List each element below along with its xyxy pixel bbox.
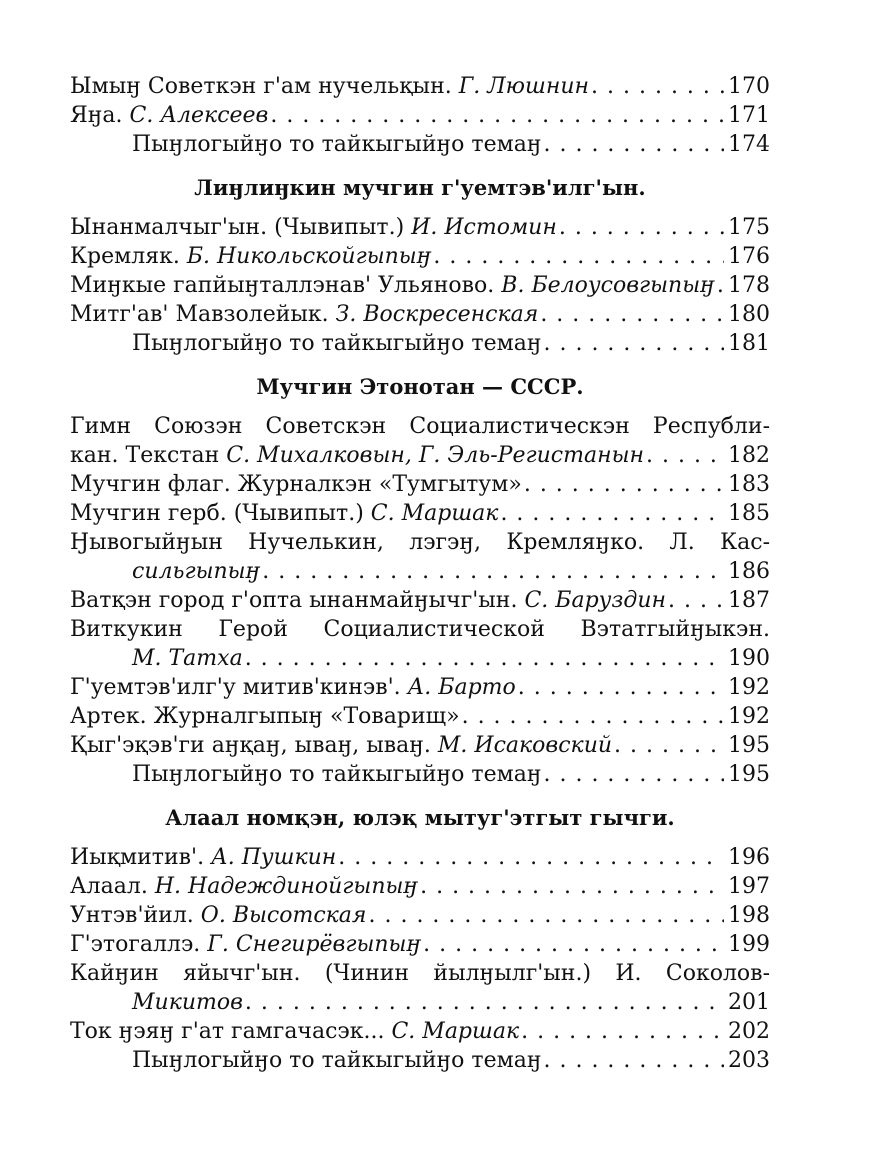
entry-text xyxy=(70,702,460,731)
entry-title: Митг'ав' Мавзолейык. xyxy=(70,302,329,327)
toc-entry xyxy=(70,959,770,1017)
page-number: 178 xyxy=(728,273,770,298)
dot-leader xyxy=(557,213,724,242)
toc-entry xyxy=(70,702,770,731)
entry-title: Қыг'эқэв'ги аӈқаӈ, ываӈ, ываӈ. xyxy=(70,733,431,758)
dot-leader xyxy=(715,271,724,300)
toc-entry xyxy=(70,872,770,901)
toc-section xyxy=(70,358,770,789)
toc-section xyxy=(70,789,770,1075)
entry-title: Ток ӈэяӈ г'ат гамгачасэк... xyxy=(70,1019,385,1044)
entry-text xyxy=(132,988,243,1017)
dot-leader xyxy=(541,329,724,358)
page-number: 198 xyxy=(728,903,770,928)
entry-text xyxy=(70,242,431,271)
entry-author: Н. Надеждинойгыпыӈ xyxy=(154,874,419,899)
page-number: 183 xyxy=(728,472,770,497)
toc-entry-row xyxy=(70,901,770,930)
entry-title: Г'уемтэв'илг'у митив'кинэв'. xyxy=(70,675,401,700)
entry-title: Мучгин герб. (Чывипыт.) xyxy=(70,501,364,526)
toc-entry-row xyxy=(70,702,770,731)
toc-entry xyxy=(70,731,770,760)
entry-title: Кремляк. xyxy=(70,244,180,269)
dot-leader xyxy=(516,673,724,702)
dot-leader xyxy=(243,644,724,673)
entry-text xyxy=(132,1046,541,1075)
entry-text xyxy=(70,872,418,901)
entry-text xyxy=(70,470,522,499)
entry-author: И. Истомин xyxy=(411,215,557,240)
entry-title: Пыӈлогыйӈо то тайкыгыйӈо темаӈ xyxy=(132,1048,542,1073)
page-number: 195 xyxy=(728,733,770,758)
entry-author: С. Баруздин xyxy=(524,588,667,613)
entry-author: М. Исаковский xyxy=(437,733,613,758)
entry-title: Мучгин флаг. Журналкэн «Тумгытум» xyxy=(70,472,522,497)
toc-entry-row xyxy=(70,72,770,101)
entry-author: С. Михалковын, Г. Эль-Регистанын xyxy=(226,443,644,468)
dot-leader xyxy=(589,72,724,101)
toc-entry-row xyxy=(70,130,770,159)
entry-title: Артек. Журналгыпыӈ «Товарищ» xyxy=(70,704,460,729)
entry-first-line: Виткукин Герой Социалистической Вэтатгыйӈыкэн. xyxy=(70,617,770,642)
dot-leader xyxy=(541,760,724,789)
entry-text xyxy=(70,586,666,615)
toc-entry xyxy=(70,528,770,586)
toc-entry xyxy=(70,586,770,615)
toc-entry xyxy=(70,412,770,470)
entry-title: Пыӈлогыйӈо то тайкыгыйӈо темаӈ xyxy=(132,331,542,356)
toc-entry xyxy=(70,673,770,702)
toc-entry-row xyxy=(70,242,770,271)
entry-title: Миӈкые гапйыӈталлэнав' Ульяново. xyxy=(70,273,495,298)
toc-entry-row xyxy=(70,470,770,499)
toc-entry-row xyxy=(70,843,770,872)
entry-author: М. Татха xyxy=(132,646,243,671)
entry-text xyxy=(132,760,541,789)
entry-author: Г. Снегирёвгыпыӈ xyxy=(207,932,422,957)
page-number: 192 xyxy=(728,675,770,700)
entry-author: С. Алексеев xyxy=(129,103,269,128)
dot-leader xyxy=(644,441,724,470)
toc-entry-row xyxy=(70,1017,770,1046)
entry-author: З. Воскресенская xyxy=(335,302,539,327)
page-number: 187 xyxy=(728,588,770,613)
entry-author: А. Барто xyxy=(407,675,516,700)
dot-leader xyxy=(431,242,724,271)
entry-text xyxy=(70,1017,519,1046)
entry-title: Пыӈлогыйӈо то тайкыгыйӈо темаӈ xyxy=(132,132,542,157)
toc-entry xyxy=(70,329,770,358)
entry-text xyxy=(70,843,336,872)
entry-title: Унтэв'йил. xyxy=(70,903,194,928)
entry-author: О. Высотская xyxy=(200,903,367,928)
dot-leader xyxy=(260,557,724,586)
dot-leader xyxy=(498,499,724,528)
toc-entry-row xyxy=(70,499,770,528)
entry-title: Ымыӈ Советкэн г'ам нучельқын. xyxy=(70,74,452,99)
page-number: 195 xyxy=(728,762,770,787)
entry-text xyxy=(132,644,243,673)
dot-leader xyxy=(336,843,724,872)
entry-author: Микитов xyxy=(132,990,243,1015)
entry-text xyxy=(70,441,644,470)
toc-entry-row xyxy=(70,988,770,1017)
toc-entry-row xyxy=(70,557,770,586)
dot-leader xyxy=(421,930,724,959)
dot-leader xyxy=(541,130,724,159)
toc-entry-row xyxy=(70,930,770,959)
entry-title: Яӈа. xyxy=(70,103,123,128)
entry-first-line: Гимн Союзэн Советскэн Социалистическэн Республи- xyxy=(70,414,770,439)
entry-text xyxy=(132,557,260,586)
toc-entry-row xyxy=(70,731,770,760)
entry-author: А. Пушкин xyxy=(211,845,337,870)
toc-entry-row xyxy=(70,586,770,615)
entry-title: Пыӈлогыйӈо то тайкыгыйӈо темаӈ xyxy=(132,762,542,787)
toc-entry xyxy=(70,101,770,130)
page-number: 190 xyxy=(728,646,770,671)
dot-leader xyxy=(268,101,724,130)
dot-leader xyxy=(460,702,724,731)
entry-text xyxy=(70,499,498,528)
toc-entry-row xyxy=(70,101,770,130)
page-number: 201 xyxy=(728,990,770,1015)
page-number: 185 xyxy=(728,501,770,526)
entry-text xyxy=(70,101,268,130)
toc-entry xyxy=(70,213,770,242)
page-number: 202 xyxy=(728,1019,770,1044)
toc-section xyxy=(70,159,770,358)
dot-leader xyxy=(418,872,724,901)
entry-author: С. Маршак xyxy=(391,1019,520,1044)
entry-author: В. Белоусовгыпыӈ xyxy=(501,273,715,298)
dot-leader xyxy=(243,988,724,1017)
toc-entry-row xyxy=(70,213,770,242)
dot-leader xyxy=(612,731,724,760)
entry-first-line: Кайӈин яйычг'ын. (Чинин йылӈылг'ын.) И. Соколов- xyxy=(70,961,770,986)
dot-leader xyxy=(366,901,724,930)
entry-text xyxy=(70,72,589,101)
toc-entry xyxy=(70,843,770,872)
page-number: 196 xyxy=(728,845,770,870)
entry-text xyxy=(70,271,715,300)
toc-entry xyxy=(70,470,770,499)
toc-entry xyxy=(70,1017,770,1046)
toc-entry-row xyxy=(70,760,770,789)
dot-leader xyxy=(538,300,724,329)
toc-entry xyxy=(70,760,770,789)
entry-title: Ынанмалчыг'ын. (Чывипыт.) xyxy=(70,215,405,240)
entry-text xyxy=(70,930,421,959)
page-number: 182 xyxy=(728,443,770,468)
page-number: 180 xyxy=(728,302,770,327)
entry-title: Ватқэн город г'опта ынанмайӈычг'ын. xyxy=(70,588,518,613)
entry-text xyxy=(70,673,516,702)
page-number: 197 xyxy=(728,874,770,899)
entry-text xyxy=(70,901,366,930)
entry-text xyxy=(70,300,538,329)
toc-entry-row xyxy=(70,644,770,673)
page-number: 175 xyxy=(728,215,770,240)
toc-entry xyxy=(70,930,770,959)
toc-entry-row xyxy=(70,271,770,300)
toc-entry-row xyxy=(70,673,770,702)
entry-author: С. Маршак xyxy=(370,501,499,526)
toc-entry xyxy=(70,271,770,300)
page-number: 186 xyxy=(728,559,770,584)
page-number: 181 xyxy=(728,331,770,356)
entry-author: сильгыпыӈ xyxy=(132,559,261,584)
toc-entry xyxy=(70,300,770,329)
dot-leader xyxy=(666,586,724,615)
toc-entry xyxy=(70,499,770,528)
section-title: Мучгин Этонотан — СССР. xyxy=(256,374,584,399)
toc-entry xyxy=(70,1046,770,1075)
table-of-contents xyxy=(70,72,770,1075)
toc-entry-row xyxy=(70,1046,770,1075)
entry-title: Иықмитив'. xyxy=(70,845,205,870)
entry-author: Б. Никольскойгыпыӈ xyxy=(186,244,432,269)
toc-entry-row xyxy=(70,300,770,329)
toc-entry-row xyxy=(70,329,770,358)
page-number: 174 xyxy=(728,132,770,157)
entry-text xyxy=(132,130,541,159)
entry-title: кан. Текстан xyxy=(70,443,220,468)
dot-leader xyxy=(541,1046,724,1075)
entry-first-line: Ӈывогыйӈын Нучелькин, лэгэӈ, Кремляӈко. Л. Кас- xyxy=(70,530,770,555)
entry-title: Алаал. xyxy=(70,874,148,899)
entry-text xyxy=(132,329,541,358)
entry-text xyxy=(70,731,612,760)
page-number: 176 xyxy=(728,244,770,269)
toc-entry xyxy=(70,901,770,930)
toc-entry-row xyxy=(70,441,770,470)
toc-entry-row xyxy=(70,872,770,901)
page-number: 192 xyxy=(728,704,770,729)
toc-entry xyxy=(70,615,770,673)
section-title: Алаал номқэн, юлэқ мытуг'этгыт гычги. xyxy=(165,805,675,830)
entry-author: Г. Люшнин xyxy=(458,74,590,99)
toc-section xyxy=(70,72,770,159)
toc-entry xyxy=(70,72,770,101)
entry-title: Г'этогаллэ. xyxy=(70,932,201,957)
dot-leader xyxy=(522,470,724,499)
entry-text xyxy=(70,213,557,242)
page-number: 170 xyxy=(728,74,770,99)
page-number: 171 xyxy=(728,103,770,128)
toc-entry xyxy=(70,130,770,159)
page-number: 203 xyxy=(728,1048,770,1073)
dot-leader xyxy=(519,1017,724,1046)
toc-entry xyxy=(70,242,770,271)
page-number: 199 xyxy=(728,932,770,957)
section-title: Лиӈлиӈкин мучгин г'уемтэв'илг'ын. xyxy=(194,175,646,200)
